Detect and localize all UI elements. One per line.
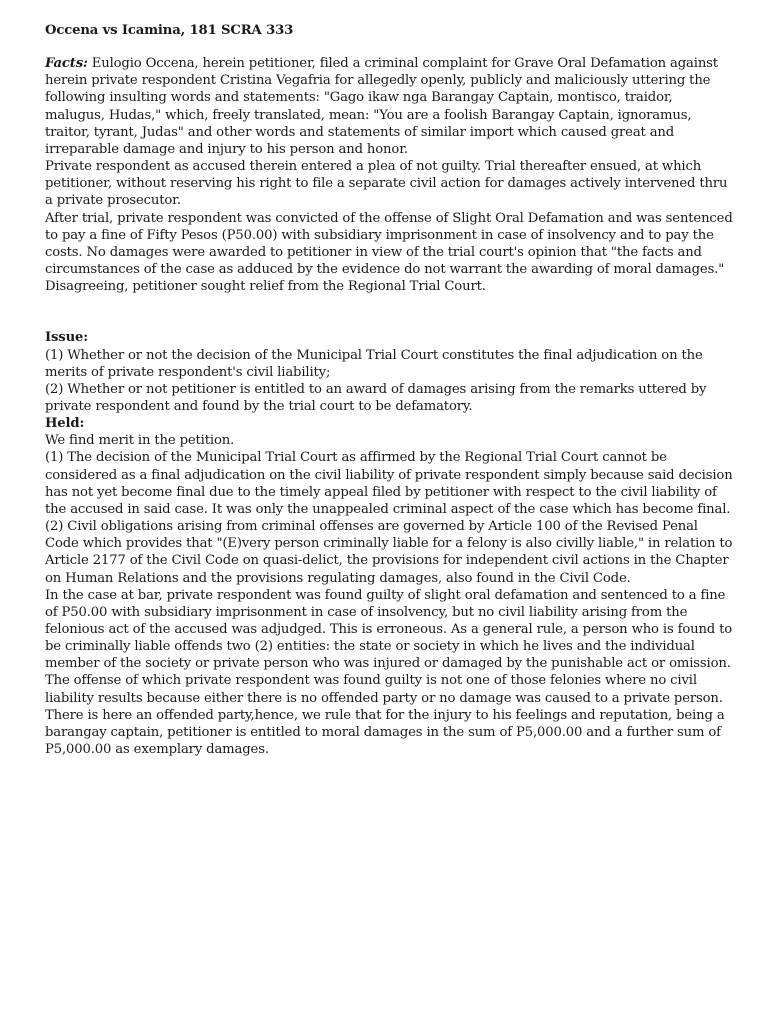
- facts-paragraph-2: Private respondent as accused therein entered a plea of not guilty. Trial thereafter ensued, at which petitioner, without reserving his right to file a separate civil action for damages actively intervened thru a private prosecutor.: [45, 159, 728, 209]
- held-paragraph-3: (2) Civil obligations arising from criminal offenses are governed by Article 100 of the Revised Penal Code which provides that "(E)very person criminally liable for a felony is also civilly liable," in relation to Article 2177 of the Civil Code on quasi-delict, the provisions for independent civil actions in the Chapter on Human Relations and the provisions regulating damages, also found in the Civil Code.: [45, 519, 733, 586]
- held-paragraph-1: We find merit in the petition.: [45, 433, 235, 449]
- issue-paragraph-2: (2) Whether or not petitioner is entitled to an award of damages arising from the remarks uttered by private respondent and found by the trial court to be defamatory.: [45, 381, 707, 414]
- facts-paragraph-3: After trial, private respondent was convicted of the offense of Slight Oral Defamation and was sentenced to pay a fine of Fifty Pesos (P50.00) with subsidiary imprisonment in case of insolvency and to pay the costs. No damages were awarded to petitioner in view of the trial court's opinion that "the facts and circumstances of the case as adduced by the evidence do not warrant the awarding of moral damages.": [45, 210, 733, 278]
- issue-label: Issue:: [45, 330, 88, 346]
- facts-paragraph-1: [45, 55, 735, 158]
- facts-text-1: Eulogio Occena, herein petitioner, filed a criminal complaint for Grave Oral Defamation against herein private respondent Cristina Vegafria for allegedly openly, publicly and maliciously uttering the following insulting words and statements: "Gago ikaw nga Barangay Captain, montisco, traidor, malugus, Hudas," which, freely translated, mean: "You are a foolish Barangay Captain, ignoramus, traitor, tyrant, Judas" and other words and statements of similar import which caused great and irreparable damage and injury to his person and honor.: [45, 56, 718, 157]
- held-label: Held:: [45, 416, 85, 432]
- issue-paragraph-1: (1) Whether or not the decision of the Municipal Trial Court constitutes the final adjudication on the merits of private respondent's civil liability;: [45, 347, 703, 380]
- facts-label: Facts:: [45, 56, 88, 72]
- held-paragraph-4: In the case at bar, private respondent was found guilty of slight oral defamation and sentenced to a fine of P50.00 with subsidiary imprisonment in case of insolvency, but no civil liability arising from the felonious act of the accused was adjudged. This is erroneous. As a general rule, a person who is found to be criminally liable offends two (2) entities: the state or society in which he lives and the individual member of the society or private person who was injured or damaged by the punishable act or omission. The offense of which private respondent was found guilty is not one of those felonies where no civil liability results because either there is no offended party or no damage was caused to a private person. There is here an offended party,hence, we rule that for the injury to his feelings and reputation, being a barangay captain, petitioner is entitled to moral damages in the sum of P5,000.00 and a further sum of P5,000.00 as exemplary damages.: [45, 587, 733, 758]
- held-paragraph-2: (1) The decision of the Municipal Trial Court as affirmed by the Regional Trial Court cannot be considered as a final adjudication on the civil liability of private respondent simply because said decision has not yet become final due to the timely appeal filed by petitioner with respect to the civil liability of the accused in said case. It was only the unappealed criminal aspect of the case which has become final.: [45, 450, 733, 517]
- case-title: Occena vs Icamina, 181 SCRA 333: [45, 23, 294, 38]
- facts-paragraph-4: Disagreeing, petitioner sought relief from the Regional Trial Court.: [45, 279, 486, 295]
- document-page: [45, 22, 735, 758]
